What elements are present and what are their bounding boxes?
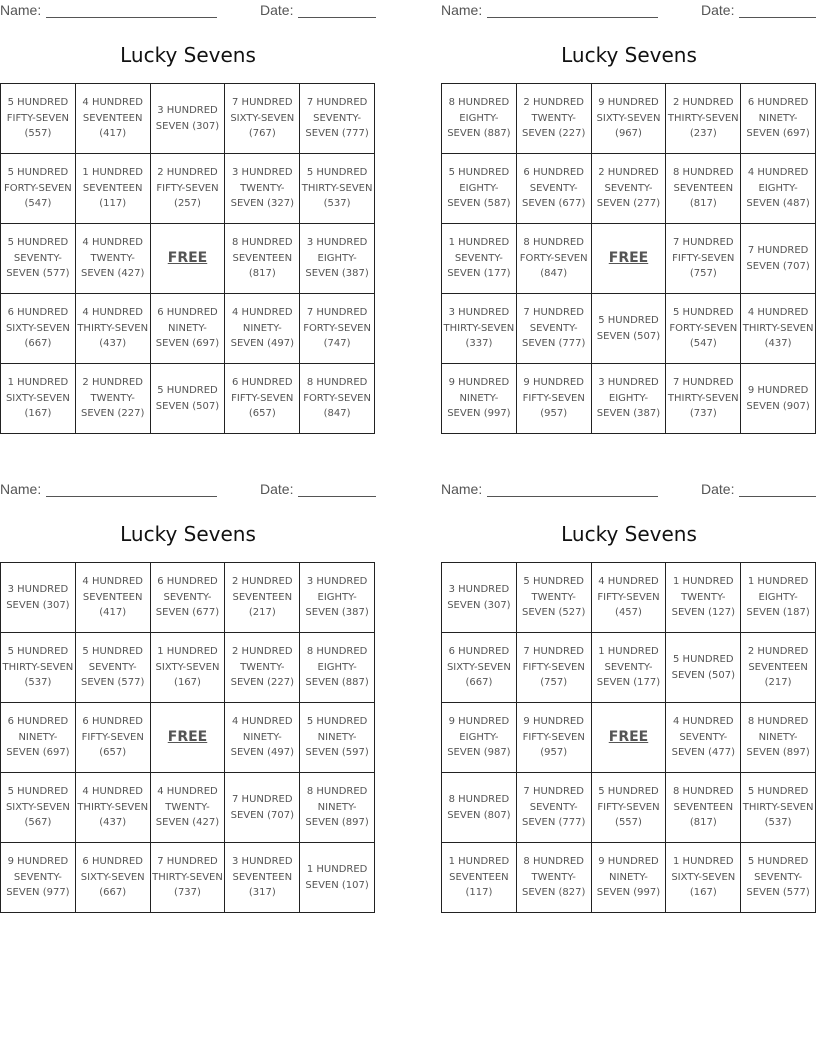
bingo-cell: 1 HUNDRED SIXTY-SEVEN (167) [1,364,76,434]
free-space-cell: FREE [592,703,667,773]
bingo-cell: 8 HUNDRED NINETY-SEVEN (897) [741,703,816,773]
bingo-cell: 4 HUNDRED TWENTY-SEVEN (427) [76,224,151,294]
bingo-cell: 9 HUNDRED SEVEN (907) [741,364,816,434]
bingo-cell: 4 HUNDRED FIFTY-SEVEN (457) [592,563,667,633]
bingo-cell: 6 HUNDRED NINETY-SEVEN (697) [151,294,226,364]
bingo-cell: 2 HUNDRED FIFTY-SEVEN (257) [151,154,226,224]
bingo-cell: 8 HUNDRED EIGHTY-SEVEN (887) [442,84,517,154]
bingo-cell: 6 HUNDRED FIFTY-SEVEN (657) [76,703,151,773]
bingo-cell: 5 HUNDRED SEVENTY-SEVEN (577) [741,843,816,913]
card-title: Lucky Sevens [120,43,256,67]
card-header [0,2,376,22]
name-label: Name: [0,481,42,497]
name-label: Name: [0,2,42,18]
bingo-cell: 2 HUNDRED TWENTY-SEVEN (227) [76,364,151,434]
bingo-cell: 2 HUNDRED SEVENTEEN (217) [225,563,300,633]
bingo-cell: 2 HUNDRED THIRTY-SEVEN (237) [666,84,741,154]
bingo-cell: 5 HUNDRED THIRTY-SEVEN (537) [741,773,816,843]
bingo-cell: 8 HUNDRED FORTY-SEVEN (847) [300,364,375,434]
bingo-cell: 5 HUNDRED SEVENTY-SEVEN (577) [76,633,151,703]
name-blank-line [487,496,658,497]
bingo-cell: 6 HUNDRED SIXTY-SEVEN (667) [76,843,151,913]
bingo-cell: 1 HUNDRED EIGHTY-SEVEN (187) [741,563,816,633]
bingo-cell: 5 HUNDRED SIXTY-SEVEN (567) [1,773,76,843]
date-label: Date: [260,2,294,18]
bingo-cell: 7 HUNDRED FIFTY-SEVEN (757) [517,633,592,703]
bingo-cell: 7 HUNDRED FIFTY-SEVEN (757) [666,224,741,294]
date-blank-line [739,496,816,497]
bingo-cell: 4 HUNDRED EIGHTY-SEVEN (487) [741,154,816,224]
bingo-cell: 2 HUNDRED SEVENTY-SEVEN (277) [592,154,667,224]
card-header [0,481,376,501]
bingo-cell: 4 HUNDRED SEVENTEEN (417) [76,563,151,633]
bingo-cell: 4 HUNDRED SEVENTEEN (417) [76,84,151,154]
bingo-cell: 4 HUNDRED NINETY-SEVEN (497) [225,703,300,773]
bingo-cell: 3 HUNDRED TWENTY-SEVEN (327) [225,154,300,224]
bingo-cell: 8 HUNDRED SEVENTEEN (817) [666,154,741,224]
card-header [441,2,816,22]
bingo-cell: 3 HUNDRED SEVEN (307) [151,84,226,154]
bingo-cell: 7 HUNDRED FORTY-SEVEN (747) [300,294,375,364]
bingo-cell: 1 HUNDRED SEVENTEEN (117) [442,843,517,913]
bingo-cell: 7 HUNDRED SEVEN (707) [225,773,300,843]
bingo-cell: 3 HUNDRED EIGHTY-SEVEN (387) [300,224,375,294]
bingo-cell: 2 HUNDRED TWENTY-SEVEN (227) [225,633,300,703]
bingo-cell: 6 HUNDRED SEVENTY-SEVEN (677) [151,563,226,633]
card-title: Lucky Sevens [561,522,697,546]
bingo-cell: 7 HUNDRED SEVENTY-SEVEN (777) [517,773,592,843]
bingo-cell: 8 HUNDRED SEVENTEEN (817) [666,773,741,843]
bingo-cell: 6 HUNDRED SIXTY-SEVEN (667) [1,294,76,364]
bingo-cell: 5 HUNDRED FIFTY-SEVEN (557) [1,84,76,154]
bingo-cell: 5 HUNDRED FORTY-SEVEN (547) [1,154,76,224]
bingo-cell: 5 HUNDRED EIGHTY-SEVEN (587) [442,154,517,224]
bingo-grid [441,562,816,913]
bingo-cell: 4 HUNDRED TWENTY-SEVEN (427) [151,773,226,843]
card-title: Lucky Sevens [561,43,697,67]
date-label: Date: [701,481,735,497]
bingo-cell: 8 HUNDRED SEVENTEEN (817) [225,224,300,294]
card-title: Lucky Sevens [120,522,256,546]
bingo-cell: 5 HUNDRED TWENTY-SEVEN (527) [517,563,592,633]
bingo-cell: 2 HUNDRED SEVENTEEN (217) [741,633,816,703]
bingo-cell: 3 HUNDRED SEVENTEEN (317) [225,843,300,913]
bingo-cell: 8 HUNDRED SEVEN (807) [442,773,517,843]
bingo-cell: 5 HUNDRED FORTY-SEVEN (547) [666,294,741,364]
bingo-cell: 9 HUNDRED EIGHTY-SEVEN (987) [442,703,517,773]
bingo-cell: 9 HUNDRED NINETY-SEVEN (997) [592,843,667,913]
bingo-cell: 3 HUNDRED THIRTY-SEVEN (337) [442,294,517,364]
bingo-cell: 8 HUNDRED FORTY-SEVEN (847) [517,224,592,294]
bingo-cell: 9 HUNDRED SIXTY-SEVEN (967) [592,84,667,154]
name-blank-line [487,17,658,18]
bingo-cell: 1 HUNDRED SEVEN (107) [300,843,375,913]
bingo-cell: 7 HUNDRED THIRTY-SEVEN (737) [666,364,741,434]
bingo-cell: 7 HUNDRED THIRTY-SEVEN (737) [151,843,226,913]
bingo-cell: 9 HUNDRED SEVENTY-SEVEN (977) [1,843,76,913]
bingo-cell: 5 HUNDRED SEVENTY-SEVEN (577) [1,224,76,294]
bingo-card-3 [0,479,376,919]
bingo-cell: 6 HUNDRED NINETY-SEVEN (697) [741,84,816,154]
bingo-cell: 5 HUNDRED SEVEN (507) [151,364,226,434]
name-label: Name: [441,481,483,497]
bingo-cell: 6 HUNDRED SIXTY-SEVEN (667) [442,633,517,703]
free-space-cell: FREE [151,703,226,773]
name-blank-line [46,496,217,497]
date-blank-line [739,17,816,18]
free-space-cell: FREE [592,224,667,294]
bingo-cell: 7 HUNDRED SEVEN (707) [741,224,816,294]
bingo-cell: 6 HUNDRED SEVENTY-SEVEN (677) [517,154,592,224]
bingo-cell: 9 HUNDRED FIFTY-SEVEN (957) [517,703,592,773]
bingo-cell: 1 HUNDRED TWENTY-SEVEN (127) [666,563,741,633]
bingo-cell: 4 HUNDRED THIRTY-SEVEN (437) [76,294,151,364]
name-label: Name: [441,2,483,18]
bingo-cell: 7 HUNDRED SEVENTY-SEVEN (777) [517,294,592,364]
bingo-cell: 8 HUNDRED NINETY-SEVEN (897) [300,773,375,843]
bingo-cell: 8 HUNDRED EIGHTY-SEVEN (887) [300,633,375,703]
bingo-cell: 5 HUNDRED NINETY-SEVEN (597) [300,703,375,773]
bingo-cell: 9 HUNDRED NINETY-SEVEN (997) [442,364,517,434]
bingo-cell: 4 HUNDRED NINETY-SEVEN (497) [225,294,300,364]
bingo-cell: 4 HUNDRED SEVENTY-SEVEN (477) [666,703,741,773]
bingo-cell: 5 HUNDRED THIRTY-SEVEN (537) [300,154,375,224]
bingo-cell: 1 HUNDRED SEVENTY-SEVEN (177) [442,224,517,294]
card-header [441,481,816,501]
bingo-cell: 5 HUNDRED SEVEN (507) [592,294,667,364]
date-label: Date: [260,481,294,497]
bingo-cell: 1 HUNDRED SIXTY-SEVEN (167) [666,843,741,913]
bingo-cell: 3 HUNDRED EIGHTY-SEVEN (387) [592,364,667,434]
bingo-cell: 3 HUNDRED SEVEN (307) [442,563,517,633]
bingo-cell: 1 HUNDRED SIXTY-SEVEN (167) [151,633,226,703]
bingo-cell: 5 HUNDRED FIFTY-SEVEN (557) [592,773,667,843]
bingo-cell: 6 HUNDRED FIFTY-SEVEN (657) [225,364,300,434]
bingo-cell: 4 HUNDRED THIRTY-SEVEN (437) [76,773,151,843]
bingo-card-4 [441,479,816,919]
bingo-cell: 1 HUNDRED SEVENTY-SEVEN (177) [592,633,667,703]
bingo-grid [441,83,816,434]
bingo-cell: 6 HUNDRED NINETY-SEVEN (697) [1,703,76,773]
bingo-cell: 8 HUNDRED TWENTY-SEVEN (827) [517,843,592,913]
bingo-cell: 7 HUNDRED SEVENTY-SEVEN (777) [300,84,375,154]
bingo-cell: 1 HUNDRED SEVENTEEN (117) [76,154,151,224]
bingo-card-2 [441,0,816,440]
free-space-cell: FREE [151,224,226,294]
bingo-cell: 2 HUNDRED TWENTY-SEVEN (227) [517,84,592,154]
date-label: Date: [701,2,735,18]
bingo-cell: 9 HUNDRED FIFTY-SEVEN (957) [517,364,592,434]
bingo-cell: 5 HUNDRED THIRTY-SEVEN (537) [1,633,76,703]
bingo-card-1 [0,0,376,440]
bingo-cell: 4 HUNDRED THIRTY-SEVEN (437) [741,294,816,364]
name-blank-line [46,17,217,18]
bingo-cell: 3 HUNDRED EIGHTY-SEVEN (387) [300,563,375,633]
bingo-cell: 5 HUNDRED SEVEN (507) [666,633,741,703]
bingo-cell: 3 HUNDRED SEVEN (307) [1,563,76,633]
date-blank-line [298,17,376,18]
bingo-grid [0,83,375,434]
date-blank-line [298,496,376,497]
bingo-grid [0,562,375,913]
bingo-cell: 7 HUNDRED SIXTY-SEVEN (767) [225,84,300,154]
